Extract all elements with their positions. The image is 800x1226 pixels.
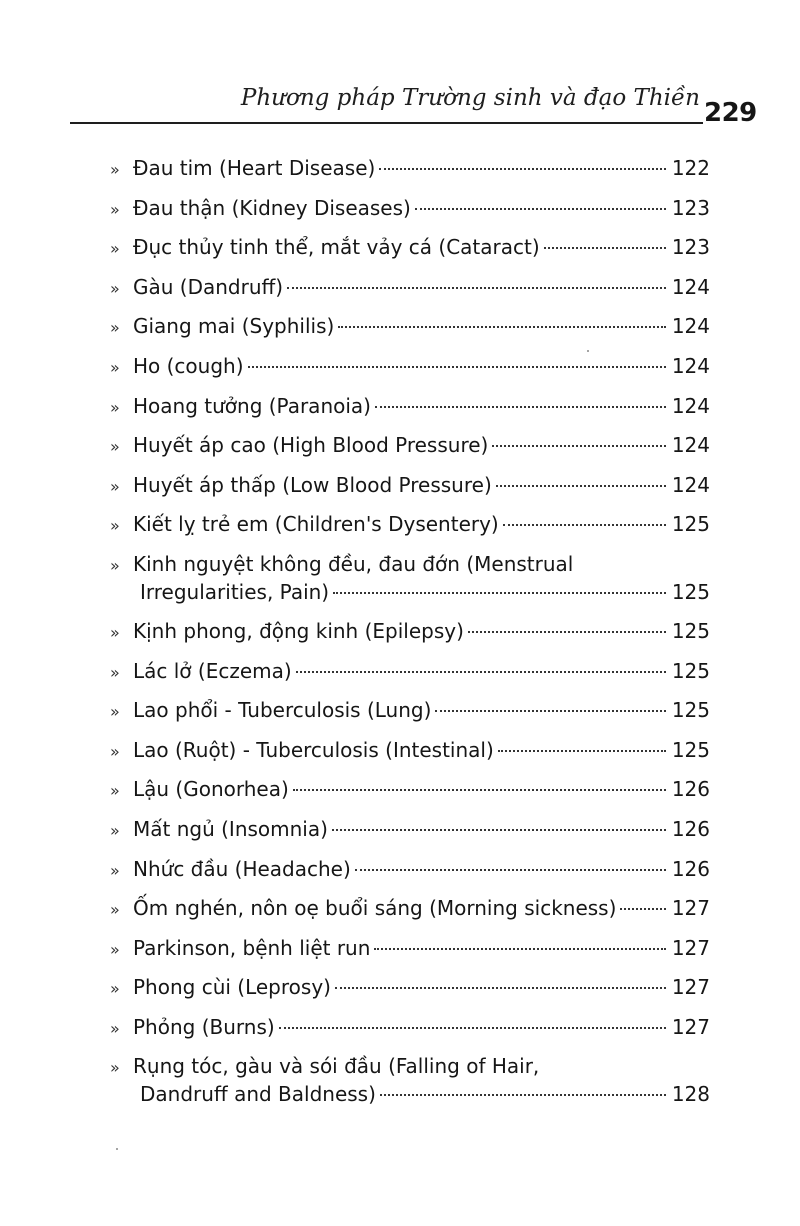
toc-entry-title: Đục thủy tinh thể, mắt vảy cá (Cataract) xyxy=(133,235,540,260)
bullet-icon: » xyxy=(110,860,120,880)
bullet-icon: » xyxy=(110,516,120,536)
toc-page-number: 125 xyxy=(671,579,710,604)
toc-page-number: 124 xyxy=(671,353,710,378)
toc-entry-title: Lao (Ruột) - Tuberculosis (Intestinal) xyxy=(133,737,494,762)
toc-entry-title: Mất ngủ (Insomnia) xyxy=(133,816,328,841)
toc-entry xyxy=(110,815,710,843)
toc-line xyxy=(133,617,710,645)
page-number: 229 xyxy=(704,98,757,128)
dot-leader xyxy=(355,869,666,871)
dot-leader xyxy=(379,168,666,170)
toc-page-number: 125 xyxy=(671,737,710,762)
toc-entry xyxy=(110,273,710,301)
bullet-icon: » xyxy=(110,781,120,801)
toc-entry-title: Huyết áp cao (High Blood Pressure) xyxy=(133,433,489,458)
bullet-icon: » xyxy=(110,900,120,920)
paper-speck xyxy=(116,1148,118,1150)
toc-line xyxy=(133,273,710,301)
toc-line xyxy=(133,431,710,459)
toc-entry-title: Lao phổi - Tuberculosis (Lung) xyxy=(133,698,432,723)
dot-leader xyxy=(293,789,666,791)
toc-page-number: 127 xyxy=(671,1014,710,1039)
toc-line xyxy=(133,233,710,261)
toc-line xyxy=(133,194,710,222)
dot-leader xyxy=(375,406,666,408)
bullet-icon: » xyxy=(110,622,120,642)
dot-leader xyxy=(335,987,666,989)
toc-page-number: 126 xyxy=(671,777,710,802)
toc-entry xyxy=(110,736,710,764)
bullet-icon: » xyxy=(110,318,120,338)
dot-leader xyxy=(468,631,666,633)
toc-entry xyxy=(110,392,710,420)
table-of-contents xyxy=(110,154,710,1119)
toc-line xyxy=(133,855,710,883)
toc-entry-title: Giang mai (Syphilis) xyxy=(133,314,335,339)
toc-entry xyxy=(110,431,710,459)
bullet-icon: » xyxy=(110,160,120,179)
toc-line xyxy=(133,154,710,182)
toc-entry-title: Đau thận (Kidney Diseases) xyxy=(133,195,411,220)
bullet-icon: » xyxy=(110,702,120,722)
toc-page-number: 124 xyxy=(671,393,710,418)
toc-entry xyxy=(110,855,710,883)
toc-entry-title: Kịnh phong, động kinh (Epilepsy) xyxy=(133,618,464,643)
toc-entry-title: Ốm nghén, nôn oẹ buổi sáng (Morning sickness) xyxy=(133,896,617,921)
toc-page-number: 125 xyxy=(671,698,710,723)
toc-line xyxy=(133,696,710,724)
toc-entry xyxy=(110,233,710,261)
toc-line xyxy=(140,1080,710,1108)
dot-leader xyxy=(496,485,666,487)
running-header: Phương pháp Trường sinh và đạo Thiền xyxy=(240,85,700,111)
toc-entry-title: Lậu (Gonorhea) xyxy=(133,777,289,802)
toc-page-number: 126 xyxy=(671,816,710,841)
toc-entry xyxy=(110,154,710,182)
toc-entry-title: Parkinson, bệnh liệt run xyxy=(133,935,371,960)
toc-entry xyxy=(110,657,710,685)
toc-entry-title: Phỏng (Burns) xyxy=(133,1014,275,1039)
toc-page-number: 123 xyxy=(671,235,710,260)
toc-entry-title: Kinh nguyệt không đều, đau đớn (Menstrual xyxy=(133,551,574,576)
dot-leader xyxy=(544,247,666,249)
toc-line xyxy=(133,392,710,420)
bullet-icon: » xyxy=(110,278,120,298)
toc-entry-title: Irregularities, Pain) xyxy=(140,579,330,604)
bullet-icon: » xyxy=(110,357,120,377)
toc-page-number: 127 xyxy=(671,896,710,921)
toc-page-number: 127 xyxy=(671,935,710,960)
toc-line xyxy=(133,775,710,803)
bullet-icon: » xyxy=(110,741,120,761)
toc-entry-title: Huyết áp thấp (Low Blood Pressure) xyxy=(133,472,492,497)
toc-entry xyxy=(110,352,710,380)
toc-page-number: 124 xyxy=(671,433,710,458)
bullet-icon: » xyxy=(110,820,120,840)
toc-line xyxy=(133,1013,710,1041)
toc-line xyxy=(133,657,710,685)
dot-leader xyxy=(620,908,666,910)
toc-entry xyxy=(110,973,710,1001)
toc-line xyxy=(140,578,710,606)
toc-entry-title: Gàu (Dandruff) xyxy=(133,274,284,299)
toc-entry xyxy=(110,1013,710,1041)
dot-leader xyxy=(279,1027,666,1029)
bullet-icon: » xyxy=(110,662,120,682)
toc-page-number: 125 xyxy=(671,618,710,643)
header-rule xyxy=(70,122,703,124)
toc-line xyxy=(133,352,710,380)
toc-entry xyxy=(110,471,710,499)
toc-line xyxy=(133,973,710,1001)
toc-entry xyxy=(110,1052,710,1108)
bullet-icon: » xyxy=(110,939,120,959)
dot-leader xyxy=(380,1094,666,1096)
dot-leader xyxy=(415,208,666,210)
toc-entry-title: Ho (cough) xyxy=(133,353,244,378)
toc-entry-title: Lác lở (Eczema) xyxy=(133,658,292,683)
toc-entry xyxy=(110,775,710,803)
toc-page-number: 125 xyxy=(671,512,710,537)
dot-leader xyxy=(503,524,666,526)
dot-leader xyxy=(498,750,666,752)
toc-line xyxy=(133,934,710,962)
toc-page-number: 123 xyxy=(671,195,710,220)
toc-entry xyxy=(110,617,710,645)
toc-page-number: 127 xyxy=(671,975,710,1000)
dot-leader xyxy=(332,829,666,831)
bullet-icon: » xyxy=(110,555,120,575)
dot-leader xyxy=(492,445,666,447)
bullet-icon: » xyxy=(110,397,120,417)
toc-entry xyxy=(110,312,710,340)
toc-page-number: 124 xyxy=(671,472,710,497)
toc-entry xyxy=(110,194,710,222)
dot-leader xyxy=(287,287,666,289)
toc-entry-title: Dandruff and Baldness) xyxy=(140,1082,376,1107)
bullet-icon: » xyxy=(110,239,120,259)
toc-entry xyxy=(110,550,710,606)
toc-entry-title: Hoang tưởng (Paranoia) xyxy=(133,393,371,418)
toc-page-number: 126 xyxy=(671,856,710,881)
toc-page-number: 124 xyxy=(671,314,710,339)
toc-page-number: 124 xyxy=(671,274,710,299)
toc-entry xyxy=(110,934,710,962)
bullet-icon: » xyxy=(110,476,120,496)
toc-entry-title: Kiết lỵ trẻ em (Children's Dysentery) xyxy=(133,512,499,537)
toc-entry-title: Nhức đầu (Headache) xyxy=(133,856,351,881)
toc-line xyxy=(133,312,710,340)
toc-line xyxy=(133,736,710,764)
toc-entry xyxy=(110,894,710,922)
toc-entry-title: Đau tim (Heart Disease) xyxy=(133,156,376,180)
toc-line xyxy=(133,894,710,922)
dot-leader xyxy=(338,326,666,328)
toc-page-number: 125 xyxy=(671,658,710,683)
dot-leader xyxy=(333,592,666,594)
paper-speck xyxy=(587,350,589,352)
bullet-icon: » xyxy=(110,1018,120,1038)
dot-leader xyxy=(435,710,666,712)
toc-entry xyxy=(110,696,710,724)
toc-line xyxy=(133,510,710,538)
bullet-icon: » xyxy=(110,199,120,219)
bullet-icon: » xyxy=(110,1058,120,1078)
toc-entry-title: Phong cùi (Leprosy) xyxy=(133,975,331,1000)
dot-leader xyxy=(296,671,666,673)
bullet-icon: » xyxy=(110,437,120,457)
dot-leader xyxy=(374,948,666,950)
toc-page-number: 122 xyxy=(671,156,710,180)
bullet-icon: » xyxy=(110,979,120,999)
toc-entry-title: Rụng tóc, gàu và sói đầu (Falling of Hair, xyxy=(133,1054,540,1079)
toc-line xyxy=(133,815,710,843)
dot-leader xyxy=(248,366,666,368)
toc-entry xyxy=(110,510,710,538)
toc-page-number: 128 xyxy=(671,1082,710,1107)
toc-line xyxy=(133,471,710,499)
